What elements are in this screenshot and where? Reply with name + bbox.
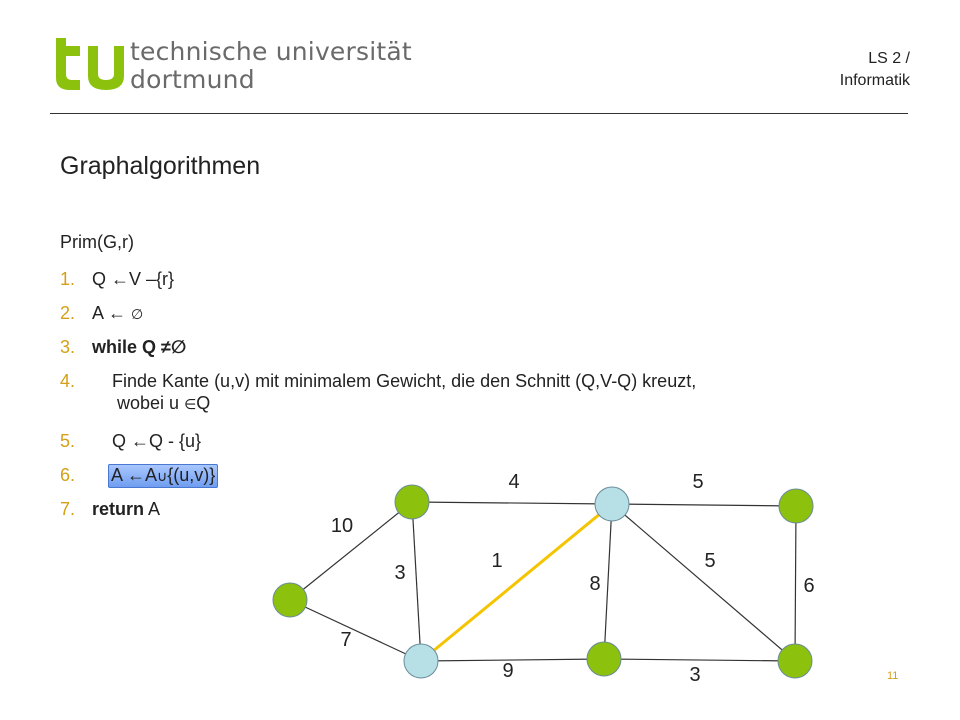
step-number: 7. xyxy=(60,499,76,519)
page-number: 11 xyxy=(887,670,899,682)
edge-weight-label-a-c: 7 xyxy=(340,629,352,651)
edge-weight-label-d-g: 5 xyxy=(704,550,716,572)
edge-e-g xyxy=(604,659,795,661)
step-number: 4. xyxy=(60,371,76,391)
edge-weight-label-c-e: 9 xyxy=(502,660,514,682)
edge-weight-label-b-c: 3 xyxy=(394,562,406,584)
edge-weight-label-f-g: 6 xyxy=(803,575,815,597)
step-text-main: A xyxy=(144,499,161,519)
edge-weight-label-d-e: 8 xyxy=(589,573,601,595)
graph-node-e xyxy=(587,642,621,676)
step-number: 6. xyxy=(60,465,76,485)
chair-line2: Informatik xyxy=(839,72,910,89)
step-text-line2-start: wobei u xyxy=(117,393,185,413)
step-text: Q ←Q - {u} xyxy=(112,431,202,451)
edge-f-g xyxy=(795,506,796,661)
chair-line1: LS 2 / xyxy=(868,50,910,67)
graph-node-d xyxy=(595,487,629,521)
step-text-main: A ←A xyxy=(111,465,158,485)
union-symbol: ∪ xyxy=(157,468,168,484)
step-number: 2. xyxy=(60,303,76,323)
step-text: Q ←V –{r} xyxy=(92,269,175,289)
edge-weight-label-b-d: 4 xyxy=(508,471,520,493)
step-text-main: A ← xyxy=(92,303,127,323)
edge-weight-label-e-g: 3 xyxy=(689,664,701,686)
edge-d-e xyxy=(604,504,612,659)
step-number: 5. xyxy=(60,431,76,451)
edge-b-d xyxy=(412,502,612,504)
empty-set-symbol: ∅ xyxy=(131,306,144,322)
step-text: while Q ≠∅ xyxy=(92,337,187,357)
step-text-tail: {(u,v)} xyxy=(167,465,216,485)
edge-weight-label-a-b: 10 xyxy=(330,515,354,537)
graph-node-b xyxy=(395,485,429,519)
edge-weight-label-c-d: 1 xyxy=(491,550,503,572)
edge-a-c xyxy=(290,600,421,661)
edge-c-d xyxy=(421,504,612,661)
university-name-line1: technische universität xyxy=(130,37,412,66)
slide-title: Graphalgorithmen xyxy=(60,152,261,180)
university-name-line2: dortmund xyxy=(130,65,255,94)
edge-d-f xyxy=(612,504,796,506)
edge-b-c xyxy=(412,502,421,661)
edge-weight-label-d-f: 5 xyxy=(692,471,704,493)
edge-d-g xyxy=(612,504,795,661)
step-number: 3. xyxy=(60,337,76,357)
graph-node-f xyxy=(779,489,813,523)
keyword-return: return xyxy=(92,499,145,519)
graph-node-c xyxy=(404,644,438,678)
step-text-line2-end: Q xyxy=(196,393,211,413)
algorithm-name: Prim(G,r) xyxy=(60,232,134,252)
element-of-symbol: ∈ xyxy=(184,396,197,412)
graph-node-a xyxy=(273,583,307,617)
graph-node-g xyxy=(778,644,812,678)
step-text-line1: Finde Kante (u,v) mit minimalem Gewicht, die den Schnitt (Q,V-Q) kreuzt, xyxy=(112,371,697,391)
step-number: 1. xyxy=(60,269,76,289)
